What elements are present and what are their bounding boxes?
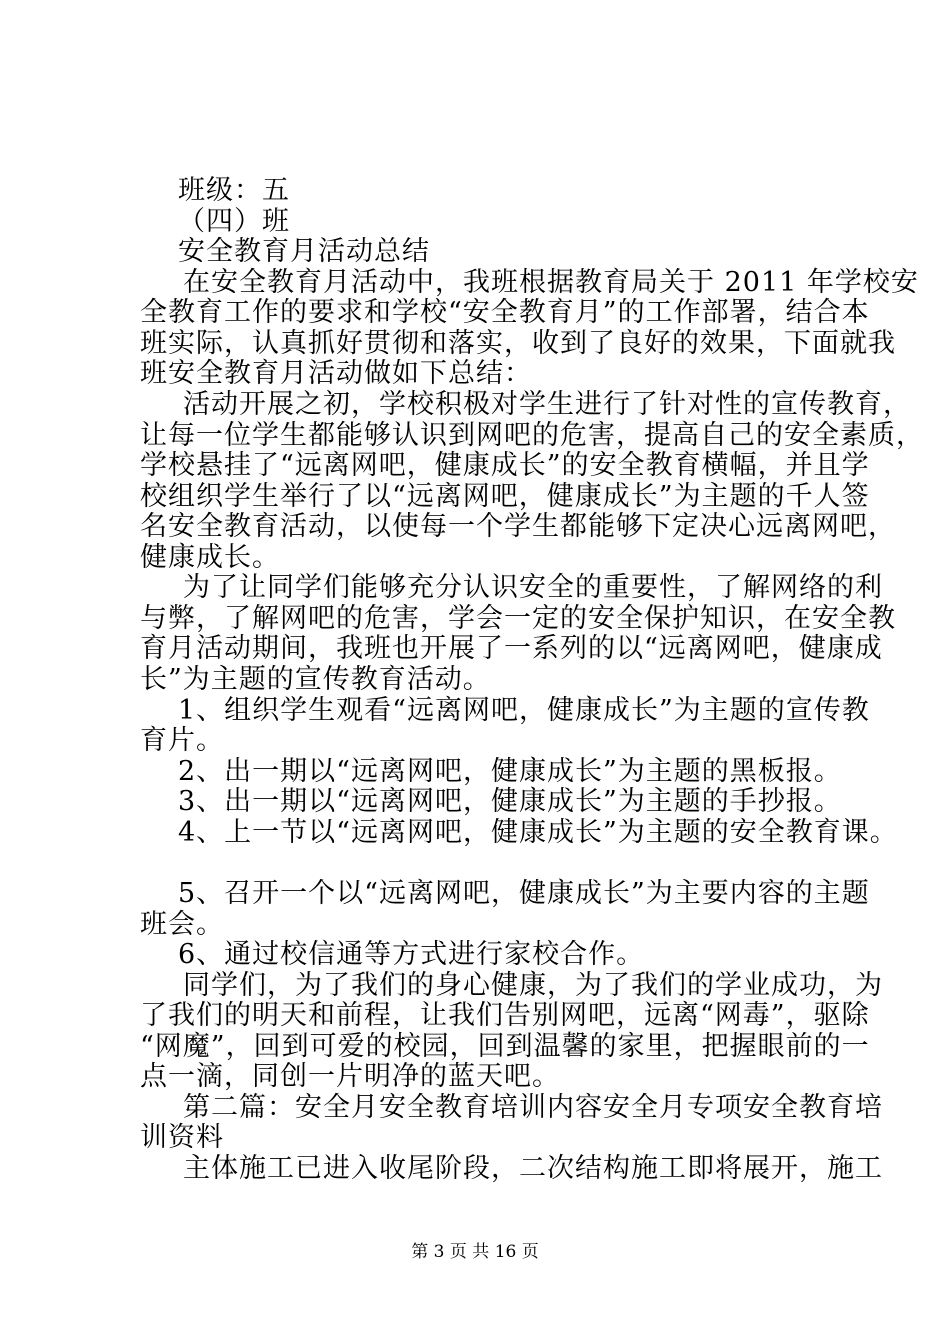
paragraph-line: 长”为主题的宣传教育活动。 (140, 664, 491, 695)
list-item-continued: 班会。 (140, 909, 224, 940)
paragraph-line: 学校悬挂了“远离网吧，健康成长”的安全教育横幅，并且学 (140, 450, 870, 481)
paragraph-line: 活动开展之初，学校积极对学生进行了针对性的宣传教育， (183, 389, 911, 420)
list-item: 3、出一期以“远离网吧，健康成长”为主题的手抄报。 (178, 786, 842, 817)
class-label-continued: （四）班 (178, 206, 290, 237)
list-item: 4、上一节以“远离网吧，健康成长”为主题的安全教育课。 (178, 817, 898, 848)
paragraph-line: 了我们的明天和前程，让我们告别网吧，远离“网毒”，驱除 (140, 1000, 870, 1031)
paragraph-line: 全教育工作的要求和学校“安全教育月”的工作部署，结合本 (140, 297, 870, 328)
paragraph-line: 为了让同学们能够充分认识安全的重要性，了解网络的利 (183, 572, 883, 603)
list-item-continued: 育片。 (140, 725, 224, 756)
paragraph-line: 在安全教育月活动中，我班根据教育局关于 2011 年学校安 (183, 267, 919, 298)
paragraph-line: 点一滴，同创一片明净的蓝天吧。 (140, 1061, 560, 1092)
section-heading-continued: 训资料 (140, 1122, 224, 1153)
section-heading: 第二篇：安全月安全教育培训内容安全月专项安全教育培 (183, 1092, 883, 1123)
class-label: 班级：五 (178, 175, 290, 206)
paragraph-line: 主体施工已进入收尾阶段，二次结构施工即将展开，施工 (183, 1153, 883, 1184)
list-item: 2、出一期以“远离网吧，健康成长”为主题的黑板报。 (178, 756, 842, 787)
page-number: 第 3 页 共 16 页 (411, 1242, 539, 1262)
paragraph-line: 名安全教育活动，以使每一个学生都能够下定决心远离网吧， (140, 511, 896, 542)
paragraph-line: 与弊，了解网吧的危害，学会一定的安全保护知识，在安全教 (140, 603, 896, 634)
list-item: 6、通过校信通等方式进行家校合作。 (178, 939, 645, 970)
paragraph-line: 同学们，为了我们的身心健康，为了我们的学业成功，为 (183, 970, 883, 1001)
paragraph-line: “网魔”，回到可爱的校园，回到温馨的家里，把握眼前的一 (140, 1031, 870, 1062)
paragraph-line: 班实际，认真抓好贯彻和落实，收到了良好的效果，下面就我 (140, 328, 896, 359)
paragraph-line: 班安全教育月活动做如下总结： (140, 358, 532, 389)
list-item: 1、组织学生观看“远离网吧，健康成长”为主题的宣传教 (178, 695, 870, 726)
paragraph-line: 健康成长。 (140, 542, 280, 573)
paragraph-line: 校组织学生举行了以“远离网吧，健康成长”为主题的千人签 (140, 481, 870, 512)
paragraph-line: 让每一位学生都能够认识到网吧的危害，提高自己的安全素质， (140, 420, 924, 451)
paragraph-line: 育月活动期间，我班也开展了一系列的以“远离网吧，健康成 (140, 633, 883, 664)
list-item: 5、召开一个以“远离网吧，健康成长”为主要内容的主题 (178, 878, 870, 909)
document-title: 安全教育月活动总结 (178, 236, 430, 267)
